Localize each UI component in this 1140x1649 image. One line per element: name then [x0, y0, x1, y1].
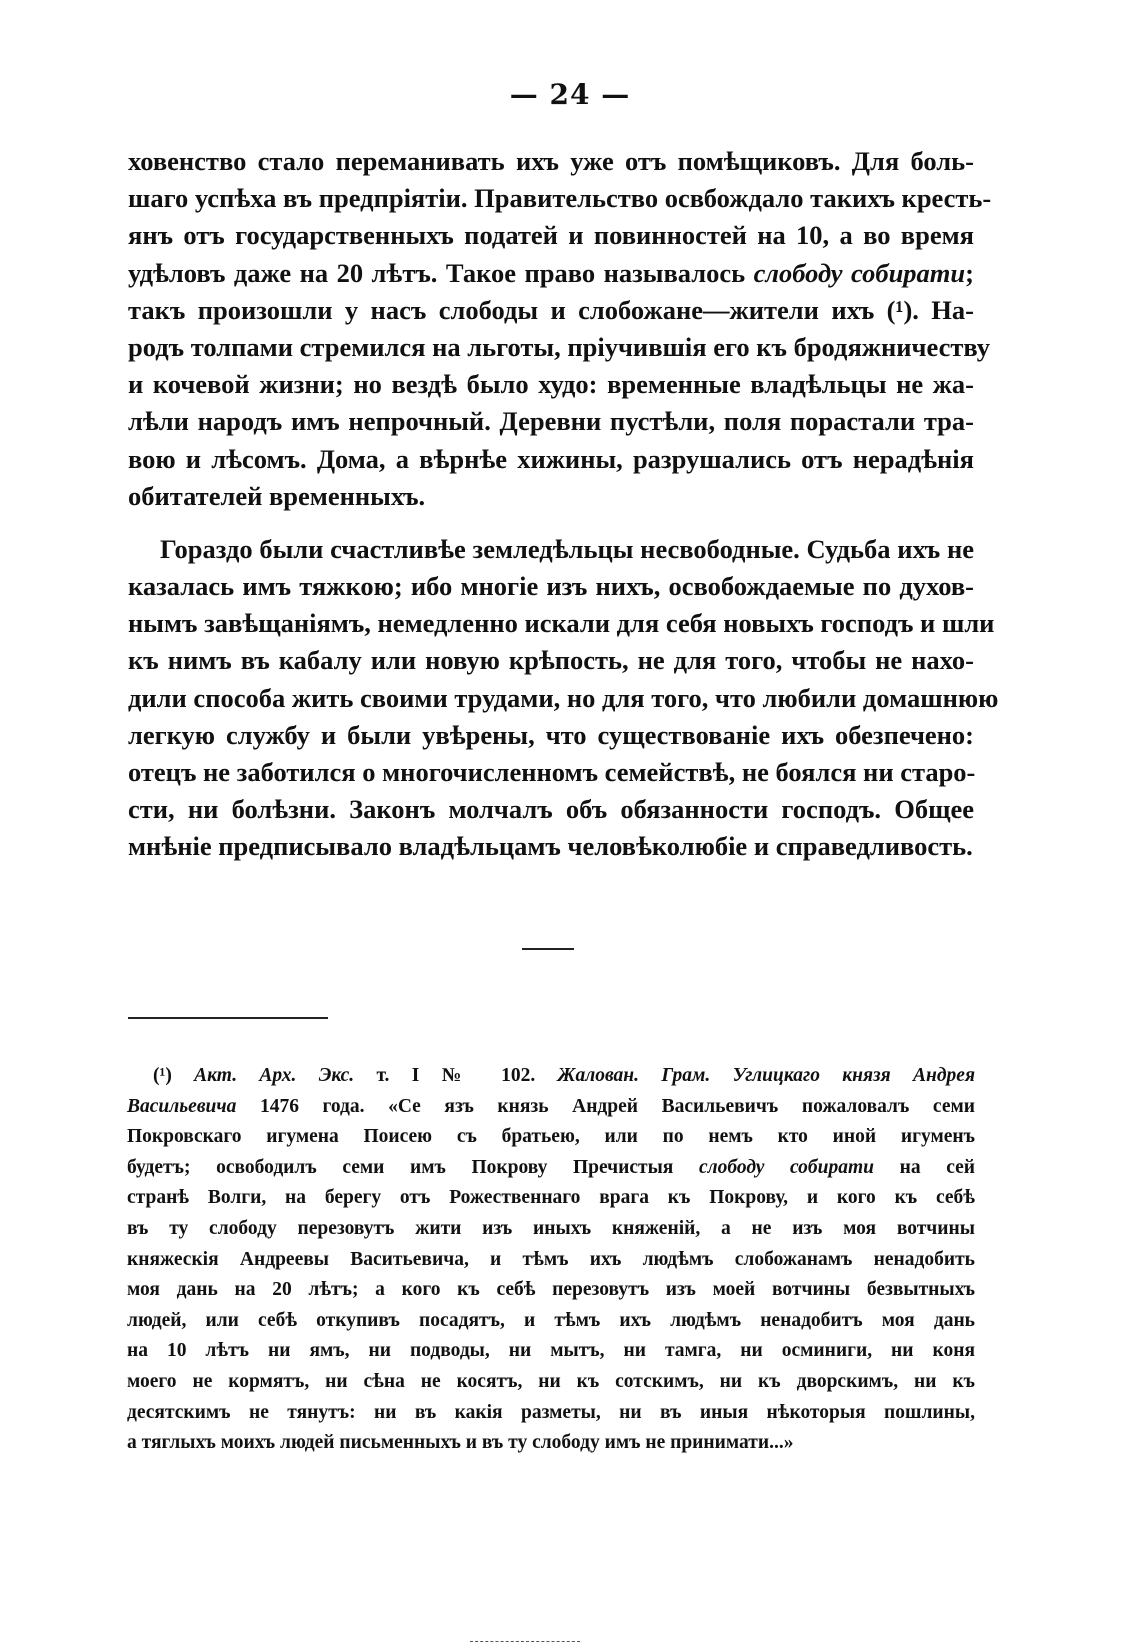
text-line: казалась имъ тяжкою; ибо многіе изъ нихъ, освобождаемые по духов-: [128, 571, 974, 602]
text-line: [127, 1153, 975, 1184]
text-line: мнѣніе предписывало владѣльцамъ человѣколюбіе и справедливость.: [128, 831, 973, 862]
italic-phrase: Акт. Арх. Экс.: [194, 1065, 355, 1086]
text-segment: (¹): [153, 1065, 195, 1086]
paragraph-1: [128, 143, 992, 515]
text-line: и кочевой жизни; но вездѣ было худо: временные владѣльцы не жа-: [128, 369, 974, 400]
text-line: въ ту слободу перезовутъ жити изъ иныхъ княженій, а не изъ моя вотчины: [127, 1217, 975, 1239]
text-segment: т. I № 102.: [354, 1065, 558, 1086]
italic-phrase: Васильевича: [127, 1095, 237, 1117]
italic-phrase: слободу собирати: [698, 1156, 875, 1178]
text-line: къ нимъ въ кабалу или новую крѣпость, не для того, чтобы не нахо-: [128, 645, 974, 676]
text-line: Покровскаго игумена Поисею съ братьею, или по немъ кто иной игуменъ: [127, 1126, 975, 1148]
footnote-rule: [128, 1017, 328, 1019]
text-segment: будетъ; освободилъ семи имъ Покрову Пречистыя: [127, 1156, 699, 1178]
text-line: на 10 лѣтъ ни ямъ, ни подводы, ни мытъ, ни тамга, ни осминиги, ни коня: [127, 1340, 975, 1362]
italic-phrase: Жалован. Грам. Углицкаго князя Андрея: [557, 1065, 975, 1086]
text-line: шаго успѣха въ предпріятіи. Правительство освбождало такихъ кресть-: [128, 183, 992, 214]
text-line: родъ толпами стремился на льготы, пріучившія его къ бродяжничеству: [128, 331, 991, 362]
text-line: такъ произошли у насъ слободы и слобожане—жители ихъ (¹). На-: [128, 294, 974, 325]
text-line: людей, или себѣ откупивъ посадятъ, и тѣмъ ихъ людѣмъ ненадобитъ моя дань: [127, 1309, 975, 1331]
text-line: моя дань на 20 лѣтъ; а кого къ себѣ перезовутъ изъ моей вотчины безвытныхъ: [127, 1279, 975, 1301]
text-line: десятскимъ не тянутъ: ни въ какія разметы, ни въ иныя нѣкоторыя пошлины,: [127, 1401, 975, 1423]
paragraph-2: [128, 531, 999, 866]
text-line: дили способа жить своими трудами, но для того, что любили домашнюю: [128, 682, 999, 713]
text-line: [127, 1092, 975, 1123]
text-segment: на сей: [874, 1156, 975, 1178]
text-line: странѣ Волги, на берегу отъ Рожественнаго врага къ Покрову, и кого къ себѣ: [127, 1187, 975, 1209]
text-line: Гораздо были счастливѣе земледѣльцы несвободные. Судьба ихъ не: [160, 533, 974, 564]
text-line: моего не кормятъ, ни сѣна не косятъ, ни къ сотскимъ, ни къ дворскимъ, ни къ: [127, 1370, 975, 1392]
text-line: ховенство стало переманивать ихъ уже отъ помѣщиковъ. Для боль-: [128, 146, 974, 176]
text-segment: ;: [965, 257, 974, 288]
footnote: [127, 1061, 975, 1459]
section-separator: [522, 948, 574, 950]
text-segment: 1476 года. «Се язъ князь Андрей Васильевичъ пожаловалъ семи: [236, 1095, 975, 1117]
text-line: янъ отъ государственныхъ податей и повинностей на 10, а во время: [128, 220, 974, 251]
text-line: вою и лѣсомъ. Дома, а вѣрнѣе хижины, разрушались отъ нерадѣнія: [128, 443, 974, 474]
text-line: [127, 1061, 975, 1092]
text-line: легкую службу и были увѣрены, что существованіе ихъ обезпечено:: [128, 719, 974, 750]
page-number: — 24 —: [509, 78, 631, 111]
text-line: сти, ни болѣзни. Законъ молчалъ объ обязанности господъ. Общее: [128, 794, 974, 825]
main-text: [128, 143, 999, 882]
text-segment: удѣловъ даже на 20 лѣтъ. Такое право называлось: [128, 257, 754, 288]
text-line: нымъ завѣщаніямъ, немедленно искали для себя новыхъ господъ и шли: [128, 608, 995, 639]
italic-phrase: слободу собирати: [753, 257, 966, 288]
text-line: а тяглыхъ моихъ людей письменныхъ и въ ту слободу имъ не принимати...»: [127, 1432, 794, 1454]
text-line: княжескія Андреевы Васитьевича, и тѣмъ ихъ людѣмъ слобожанамъ ненадобить: [127, 1248, 975, 1270]
text-line: обитателей временныхъ.: [128, 480, 426, 511]
text-line: отецъ не заботился о многочисленномъ семействѣ, не боялся ни старо-: [128, 757, 976, 787]
text-line: лѣли народъ имъ непрочный. Деревни пустѣли, поля порастали тра-: [128, 406, 974, 437]
text-line: [128, 255, 974, 292]
bottom-edge-mark: [470, 1641, 580, 1643]
